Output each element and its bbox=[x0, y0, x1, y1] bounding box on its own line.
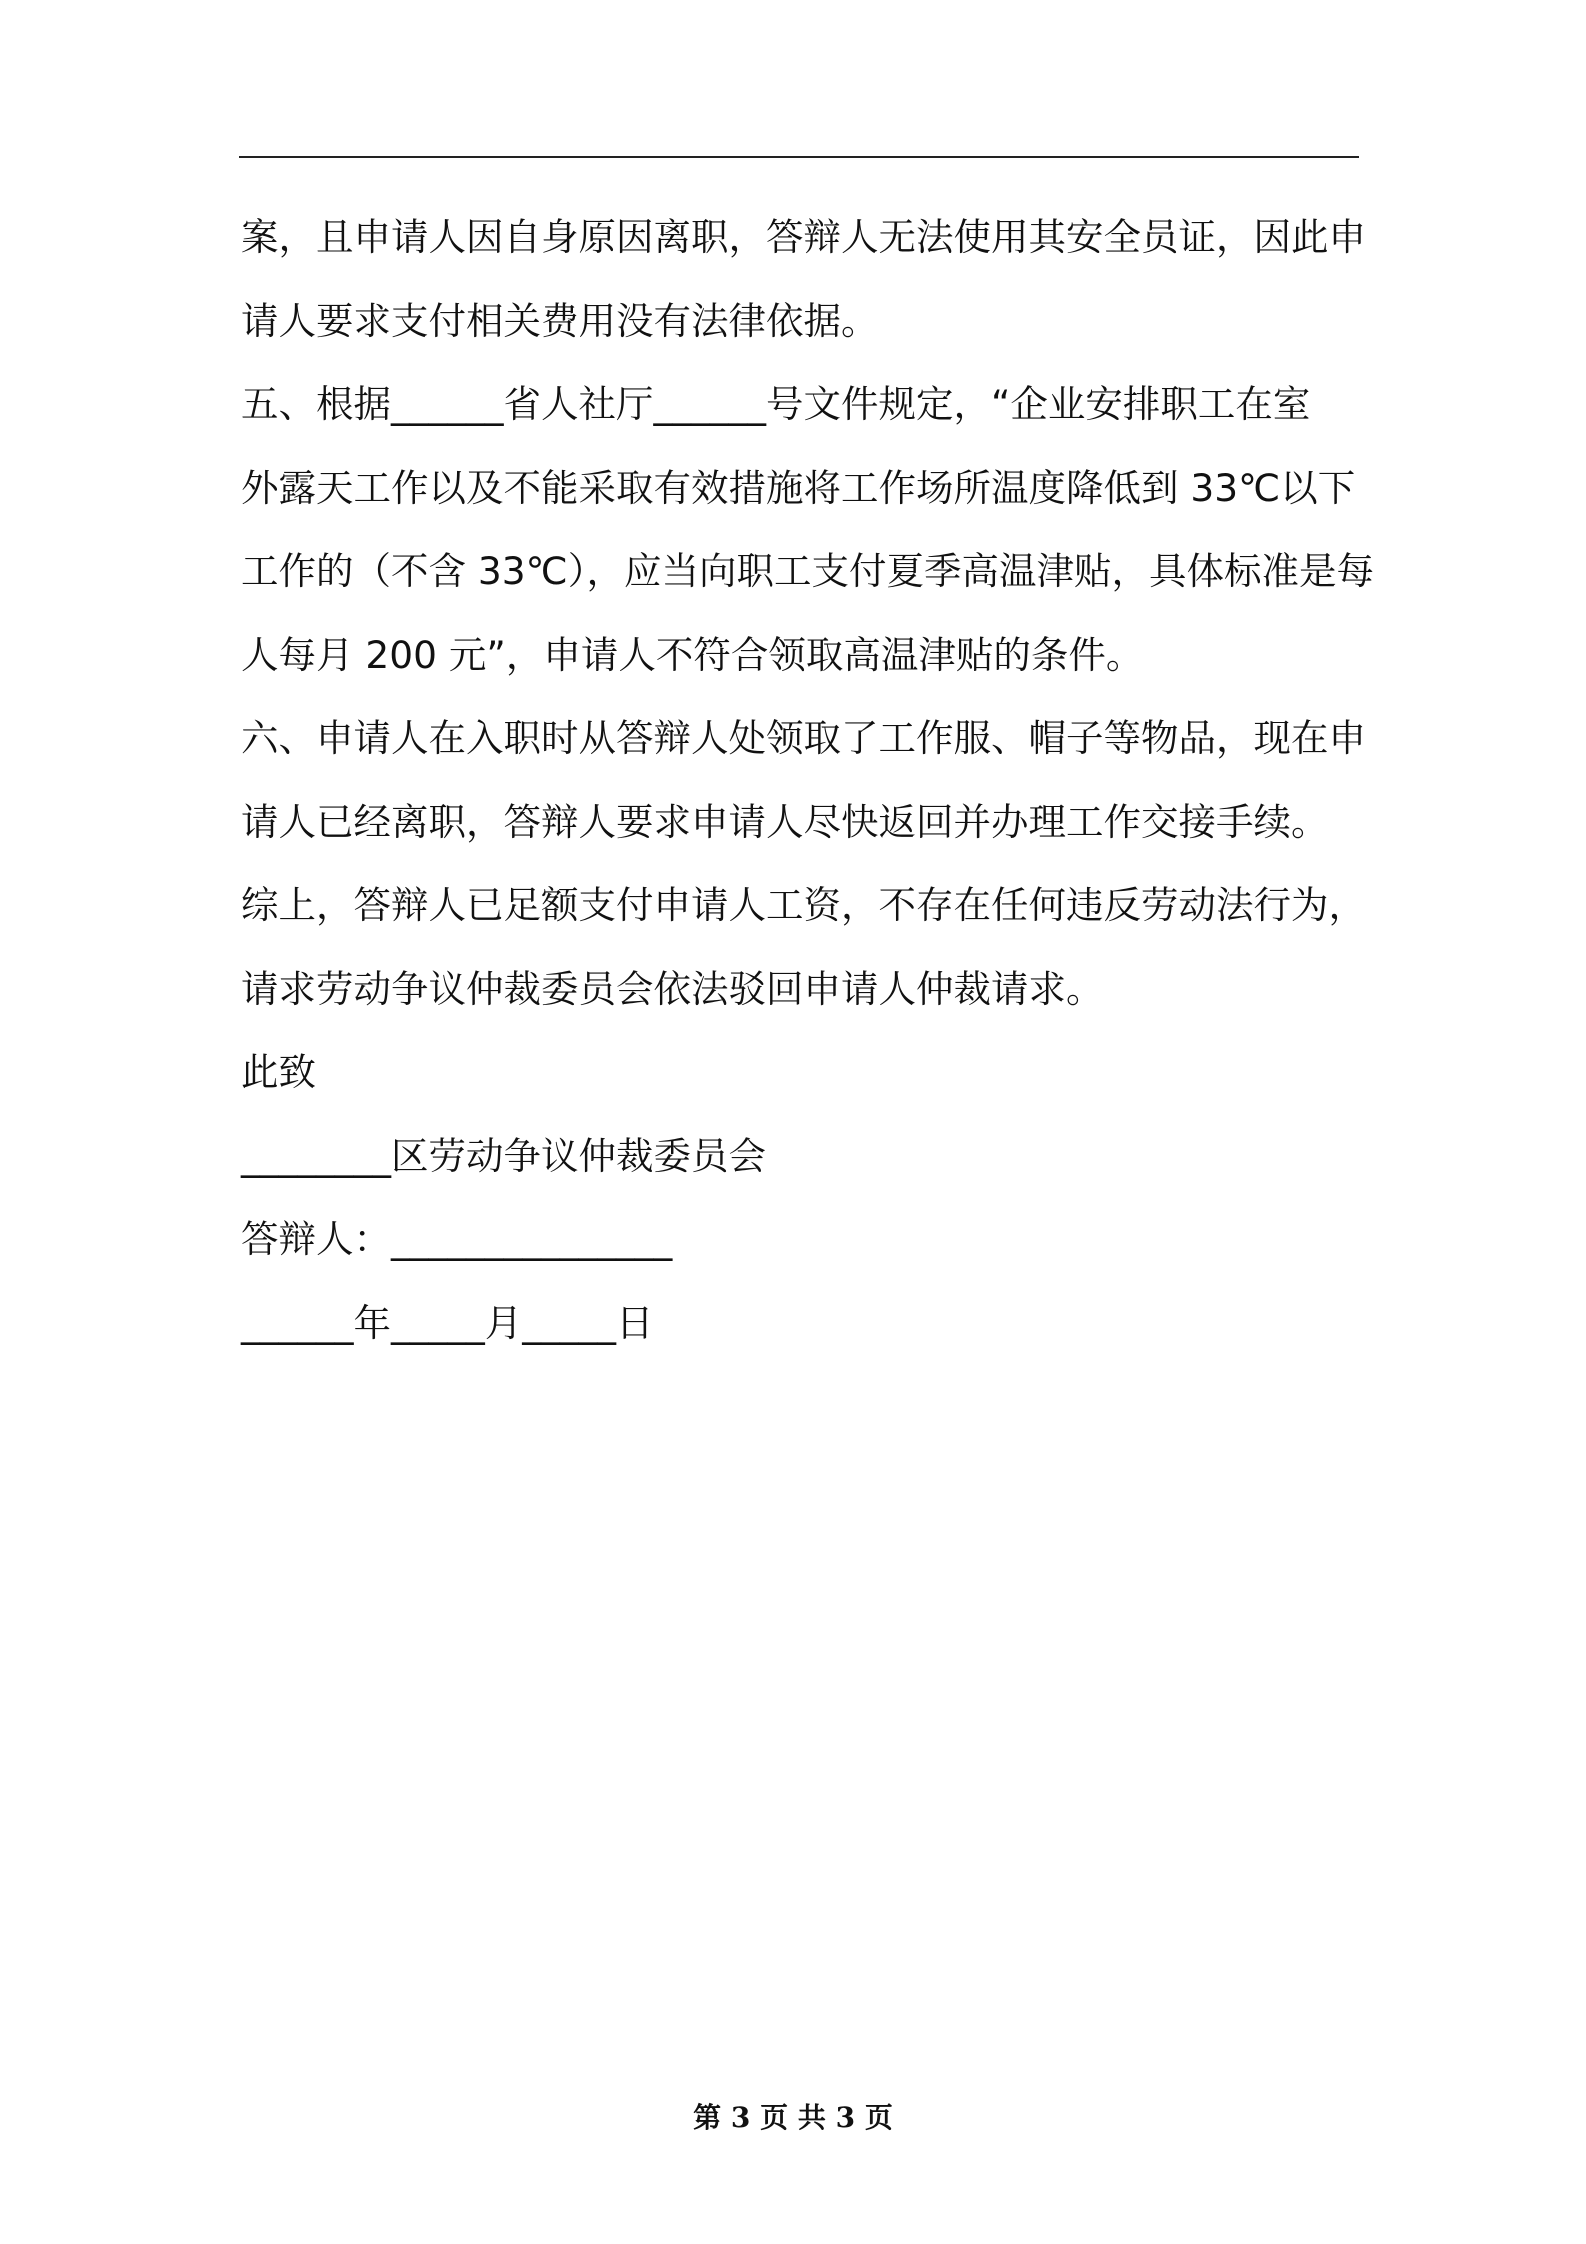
paragraph-line: 人每月 200 元”，申请人不符合领取高温津贴的条件。 bbox=[241, 632, 1144, 677]
paragraph-line: 请求劳动争议仲裁委员会依法驳回申请人仲裁请求。 bbox=[241, 966, 1104, 1011]
paragraph-line: 五、根据______省人社厅______号文件规定，“企业安排职工在室 bbox=[241, 382, 1311, 426]
header-rule bbox=[239, 156, 1359, 158]
document-body bbox=[241, 196, 1374, 1365]
paragraph-line: 请人要求支付相关费用没有法律依据。 bbox=[241, 298, 879, 343]
paragraph-line: 六、申请人在入职时从答辩人处领取了工作服、帽子等物品，现在申 bbox=[241, 716, 1366, 760]
date-line: ______年_____月_____日 bbox=[241, 1300, 654, 1345]
paragraph-line: 综上，答辩人已足额支付申请人工资，不存在任何违反劳动法行为， bbox=[241, 883, 1366, 927]
paragraph-line: 工作的（不含 33℃），应当向职工支付夏季高温津贴，具体标准是每 bbox=[241, 549, 1374, 593]
salutation-line: 此致 bbox=[241, 1050, 316, 1094]
addressee-line: ________区劳动争议仲裁委员会 bbox=[241, 1133, 766, 1178]
page-number: 第 3 页 共 3 页 bbox=[693, 2101, 893, 2134]
respondent-signature-line: 答辩人：_______________ bbox=[241, 1217, 673, 1261]
paragraph-line: 请人已经离职，答辩人要求申请人尽快返回并办理工作交接手续。 bbox=[241, 799, 1329, 844]
paragraph-line: 案，且申请人因自身原因离职，答辩人无法使用其安全员证，因此申 bbox=[241, 215, 1366, 259]
paragraph-line: 外露天工作以及不能采取有效措施将工作场所温度降低到 33℃以下 bbox=[241, 465, 1356, 510]
